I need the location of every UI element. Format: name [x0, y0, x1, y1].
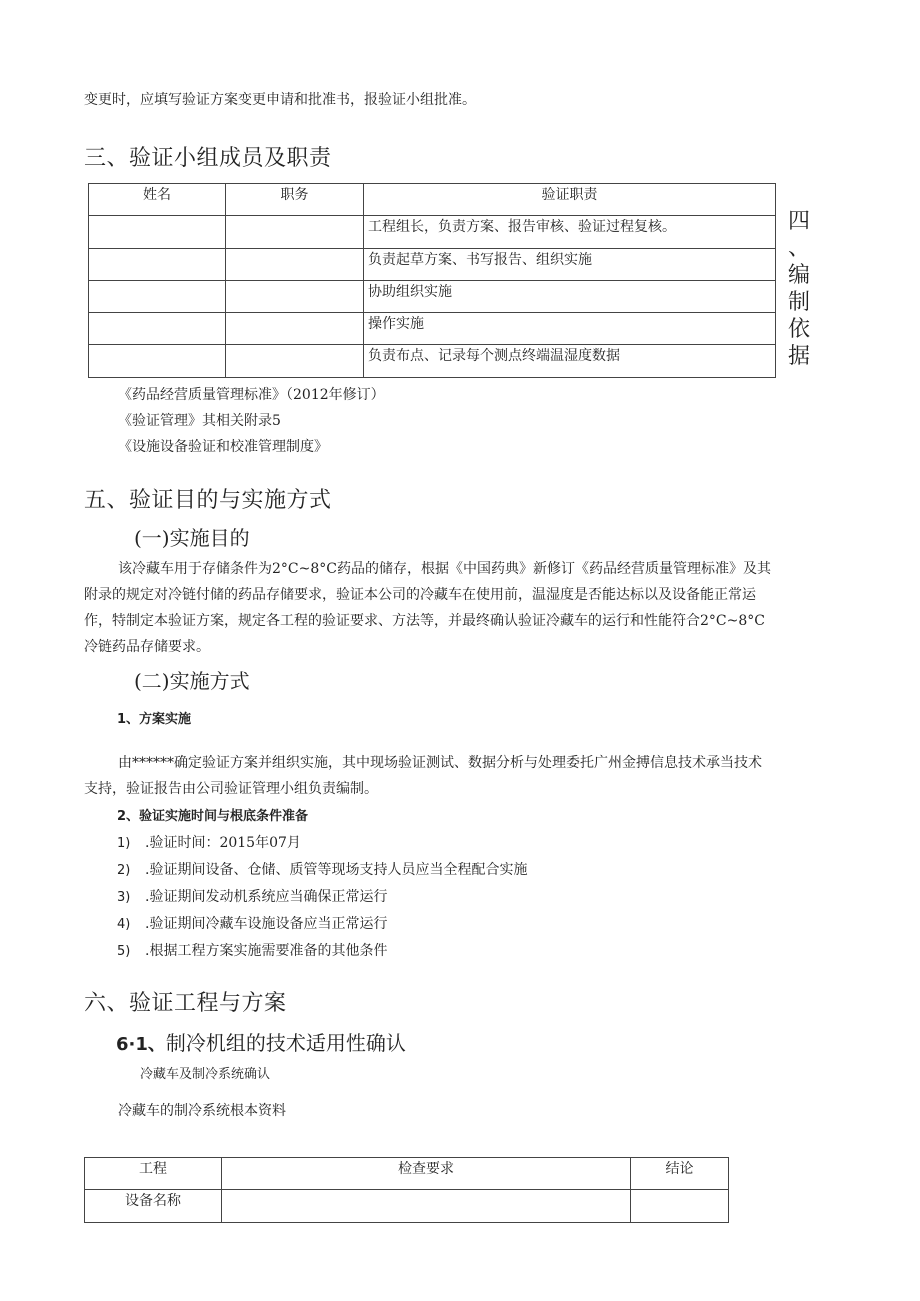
- team-table-header: [89, 184, 776, 216]
- name-cell: [89, 249, 226, 281]
- header-conclusion: 结论: [631, 1158, 729, 1190]
- header-name: 姓名: [89, 184, 226, 216]
- project-cell: 设备名称: [85, 1190, 222, 1223]
- table-row: [89, 313, 776, 345]
- team-table: [88, 183, 776, 378]
- table-row: [89, 281, 776, 313]
- section4-title-char: 依: [787, 317, 810, 342]
- list-num: 3): [117, 890, 131, 905]
- sub61-num: 6·1、: [116, 1034, 166, 1055]
- intro-line: 变更时，应填写验证方案变更申请和批准书，报验证小组批准。: [84, 92, 476, 108]
- name-cell: [89, 281, 226, 313]
- duty-cell: 操作实施: [364, 313, 776, 345]
- header-requirement: 检查要求: [222, 1158, 631, 1190]
- name-cell: [89, 345, 226, 378]
- basis-item: 《设施设备验证和校准管理制度》: [118, 439, 328, 455]
- table-row: [89, 216, 776, 249]
- section4-title-char: 、: [787, 236, 810, 261]
- item2-title: 2、验证实施时间与根底条件准备: [117, 809, 309, 824]
- list-item: [117, 860, 527, 881]
- requirement-cell: [222, 1190, 631, 1223]
- sub61-title: [116, 1029, 406, 1059]
- section4-title-char: 四: [787, 209, 810, 234]
- duty-cell: 负责起草方案、书写报告、组织实施: [364, 249, 776, 281]
- position-cell: [226, 313, 364, 345]
- position-cell: [226, 216, 364, 249]
- list-text: .根据工程方案实施需要准备的其他条件: [145, 943, 388, 959]
- duty-cell: 工程组长，负责方案、报告审核、验证过程复核。: [364, 216, 776, 249]
- list-item: [117, 941, 387, 962]
- position-cell: [226, 281, 364, 313]
- section4-title-char: 制: [787, 290, 810, 315]
- header-position: 职务: [226, 184, 364, 216]
- purpose-line: 冷链药品存储要求。: [84, 639, 210, 655]
- list-text: .验证期间发动机系统应当确保正常运行: [145, 889, 388, 905]
- header-project: 工程: [85, 1158, 222, 1190]
- purpose-line: 附录的规定对冷链付储的药品存储要求，验证本公司的冷藏车在使用前，温湿度是否能达标以及设备能正常运: [84, 587, 756, 603]
- sub2-title: (二)实施方式: [134, 669, 250, 693]
- list-num: 2): [117, 863, 131, 878]
- impl-line: 由******确定验证方案并组织实施，其中现场验证测试、数据分析与处理委托广州金搏信息技术承当技术: [118, 755, 762, 771]
- system-note: 冷藏车的制冷系统根本资料: [118, 1103, 286, 1119]
- impl-line: 支持，验证报告由公司验证管理小组负责编制。: [84, 781, 378, 797]
- list-item: [117, 887, 387, 908]
- table-row: [85, 1190, 729, 1223]
- item1-title: 1、方案实施: [117, 712, 192, 727]
- name-cell: [89, 313, 226, 345]
- section4-title-char: 编: [787, 263, 810, 288]
- basis-item: 《药品经营质量管理标准》（2012年修订）: [118, 387, 385, 403]
- list-num: 4): [117, 917, 131, 932]
- basis-item: 《验证管理》其相关附录5: [118, 413, 281, 429]
- purpose-line: 该冷藏车用于存储条件为2°C~8°C药品的储存，根据《中国药典》新修订《药品经营质量管理标准》及其: [118, 561, 771, 577]
- sub1-title: (一)实施目的: [134, 526, 250, 550]
- position-cell: [226, 345, 364, 378]
- duty-cell: 协助组织实施: [364, 281, 776, 313]
- section4-title-char: 据: [787, 344, 810, 369]
- section3-title: 三、验证小组成员及职责: [84, 146, 332, 171]
- subsub-title: 冷藏车及制冷系统确认: [140, 1067, 271, 1082]
- purpose-line: 作，特制定本验证方案，规定各工程的验证要求、方法等，并最终确认验证冷藏车的运行和性能符合2°C~8°C: [84, 613, 765, 629]
- sub61-text: 制冷机组的技术适用性确认: [165, 1031, 406, 1055]
- list-text: .验证时间：2015年07月: [145, 835, 301, 851]
- table-row: [89, 249, 776, 281]
- section4-title: [786, 208, 812, 370]
- system-table-header: [85, 1158, 729, 1190]
- name-cell: [89, 216, 226, 249]
- list-num: 1): [117, 836, 131, 851]
- list-num: 5): [117, 944, 131, 959]
- list-item: [117, 833, 301, 854]
- section5-title: 五、验证目的与实施方式: [84, 488, 332, 513]
- position-cell: [226, 249, 364, 281]
- list-text: .验证期间冷藏车设施设备应当正常运行: [145, 916, 388, 932]
- header-duty: 验证职责: [364, 184, 776, 216]
- list-item: [117, 914, 387, 935]
- section6-title: 六、验证工程与方案: [84, 991, 287, 1016]
- system-table: [84, 1157, 729, 1223]
- table-row: [89, 345, 776, 378]
- conclusion-cell: [631, 1190, 729, 1223]
- list-text: .验证期间设备、仓储、质管等现场支持人员应当全程配合实施: [145, 862, 528, 878]
- duty-cell: 负责布点、记录每个测点终端温湿度数据: [364, 345, 776, 378]
